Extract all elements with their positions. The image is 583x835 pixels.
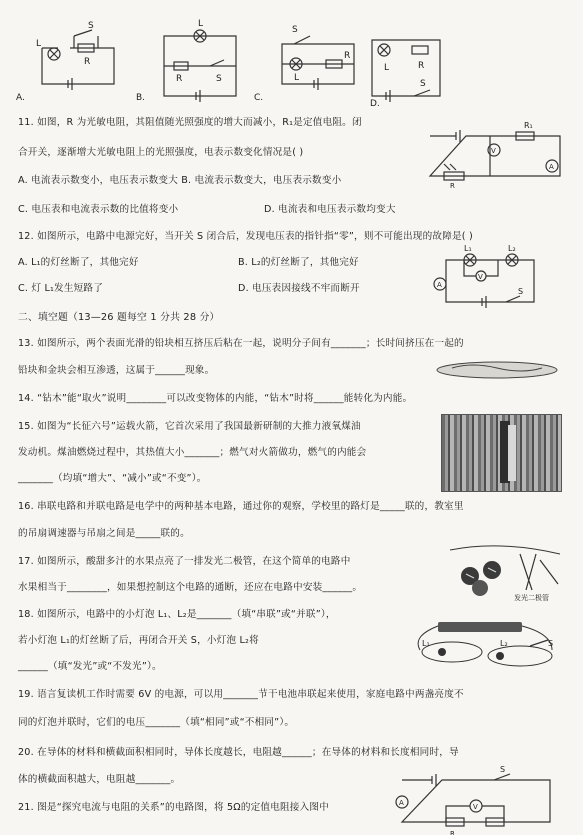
q11-circuit-figure bbox=[420, 116, 570, 188]
q15-line-3: _______（均填“增大”、“减小”或“不变”）。 bbox=[18, 473, 207, 484]
q21-circuit-figure bbox=[390, 762, 565, 835]
option-label-c: C. bbox=[254, 93, 264, 103]
label-r-c: R bbox=[344, 51, 351, 61]
q11-line-2: 合开关，逐渐增大光敏电阻上的光照强度，电表示数变化情况是( ) bbox=[18, 147, 304, 158]
q12-label-v: V bbox=[478, 273, 483, 281]
q12-option-b: B. L₂的灯丝断了，其他完好 bbox=[238, 257, 359, 268]
section-2-heading: 二、填空题（13—26 题每空 1 分共 28 分） bbox=[18, 312, 220, 323]
label-s-b: S bbox=[216, 74, 222, 84]
q21-label-v: V bbox=[473, 803, 478, 811]
label-r-d: R bbox=[418, 61, 425, 71]
q21-label-s: S bbox=[500, 765, 506, 774]
q11-label-r1: R₁ bbox=[524, 121, 533, 130]
q15-rocket-photo bbox=[441, 414, 562, 492]
q19-line-2: 同的灯泡并联时，它们的电压_______（填“相同”或“不相同”）。 bbox=[18, 717, 295, 728]
q14-line: 14. “钻木”能“取火”说明________可以改变物体的内能，“钻木”时将______能转化为内能。 bbox=[18, 393, 413, 404]
circuit-c bbox=[254, 25, 354, 103]
q12-label-l2: L₂ bbox=[508, 244, 516, 253]
q21-label-r: R bbox=[450, 830, 455, 835]
q11-option-d: D. 电流表和电压表示数均变大 bbox=[264, 204, 396, 215]
q13-line-1: 13. 如图所示，两个表面光滑的铅块相互挤压后粘在一起，说明分子间有_______；长时间挤压在一起的 bbox=[18, 338, 464, 349]
q20-line-2: 体的横截面积越大，电阻越_______。 bbox=[18, 774, 181, 785]
q12-label-a: A bbox=[437, 281, 442, 289]
label-l-d: L bbox=[384, 63, 390, 73]
q12-option-c: C. 灯 L₁发生短路了 bbox=[18, 283, 104, 294]
q12-line-1: 12. 如图所示，电路中电源完好，当开关 S 闭合后，发现电压表的指针指“零”，则不可能出现的故障是( ) bbox=[18, 231, 473, 242]
q11-line-1: 11. 如图，R 为光敏电阻，其阻值随光照强度的增大而减小，R₁是定值电阻。闭 bbox=[18, 117, 362, 128]
q13-line-2: 铅块和金块会相互渗透，这属于______现象。 bbox=[18, 365, 215, 376]
option-label-a: A. bbox=[16, 93, 25, 103]
q18-label-s: S bbox=[548, 639, 554, 648]
option-circuits-figure bbox=[14, 6, 444, 109]
q19-line-1: 19. 语言复读机工作时需要 6V 的电源，可以用_______节干电池串联起来使用，家庭电路中两盏亮度不 bbox=[18, 689, 464, 700]
q17-line-1: 17. 如图所示，酸甜多汁的水果点亮了一排发光二极管，在这个简单的电路中 bbox=[18, 556, 351, 567]
q18-line-1: 18. 如图所示，电路中的小灯泡 L₁、L₂是_______（填“串联”或“并联”）， bbox=[18, 609, 336, 620]
option-label-b: B. bbox=[136, 93, 146, 103]
q11-label-r: R bbox=[450, 182, 455, 190]
q20-line-1: 20. 在导体的材料和横截面积相同时，导体长度越长，电阻越______；在导体的材料和长度相同时，导 bbox=[18, 747, 459, 758]
q21-line: 21. 图是“探究电流与电阻的关系”的电路图，将 5Ω的定值电阻接入图中 bbox=[18, 802, 329, 813]
label-l-a: L bbox=[36, 39, 42, 49]
q11-option-c: C. 电压表和电流表示数的比值将变小 bbox=[18, 204, 179, 215]
q12-label-l1: L₁ bbox=[464, 244, 472, 253]
label-s-c: S bbox=[292, 25, 298, 35]
q15-line-2: 发动机。煤油燃烧过程中，其热值大小_______；燃气对火箭做功，燃气的内能会 bbox=[18, 447, 367, 458]
q18-label-l2: L₂ bbox=[500, 639, 508, 648]
label-l-c: L bbox=[294, 73, 300, 83]
q15-line-1: 15. 如图为“长征六号”运载火箭，它首次采用了我国最新研制的大推力液氧煤油 bbox=[18, 421, 361, 432]
q17-fruit-battery-figure bbox=[440, 540, 570, 602]
q21-label-a: A bbox=[399, 799, 404, 807]
q18-line-2: 若小灯泡 L₁的灯丝断了后，再闭合开关 S，小灯泡 L₂将 bbox=[18, 635, 259, 646]
label-s-a: S bbox=[88, 21, 94, 31]
q12-circuit-figure bbox=[424, 240, 564, 314]
circuit-a bbox=[16, 21, 114, 103]
q18-label-l1: L₁ bbox=[422, 639, 430, 648]
q17-line-2: 水果相当于________，如果想控制这个电路的通断，还应在电路中安装______。 bbox=[18, 582, 363, 593]
option-label-d: D. bbox=[370, 99, 380, 109]
q18-circuit-figure bbox=[402, 616, 564, 672]
circuit-d bbox=[370, 40, 440, 109]
q12-option-a: A. L₁的灯丝断了，其他完好 bbox=[18, 257, 139, 268]
q16-line-2: 的吊扇调速器与吊扇之间是_____联的。 bbox=[18, 528, 190, 539]
q12-option-d: D. 电压表因接线不牢而断开 bbox=[238, 283, 360, 294]
q16-line-1: 16. 串联电路和并联电路是电学中的两种基本电路，通过你的观察，学校里的路灯是_____联的，教室里 bbox=[18, 501, 464, 512]
label-r-a: R bbox=[84, 57, 91, 67]
q12-label-s: S bbox=[518, 287, 524, 296]
label-r-b: R bbox=[176, 74, 183, 84]
q13-lead-blocks-figure bbox=[432, 358, 562, 380]
q18-line-3: ______（填“发光”或“不发光”）。 bbox=[18, 661, 162, 672]
q17-diode-label: 发光二极管 bbox=[514, 594, 549, 602]
label-s-d: S bbox=[420, 79, 426, 89]
q11-option-ab: A. 电流表示数变小，电压表示数变大 B. 电流表示数变大，电压表示数变小 bbox=[18, 175, 342, 186]
q11-label-a: A bbox=[549, 163, 554, 171]
q11-label-v: V bbox=[491, 147, 496, 155]
circuit-b bbox=[136, 19, 236, 103]
label-l-b: L bbox=[198, 19, 204, 29]
